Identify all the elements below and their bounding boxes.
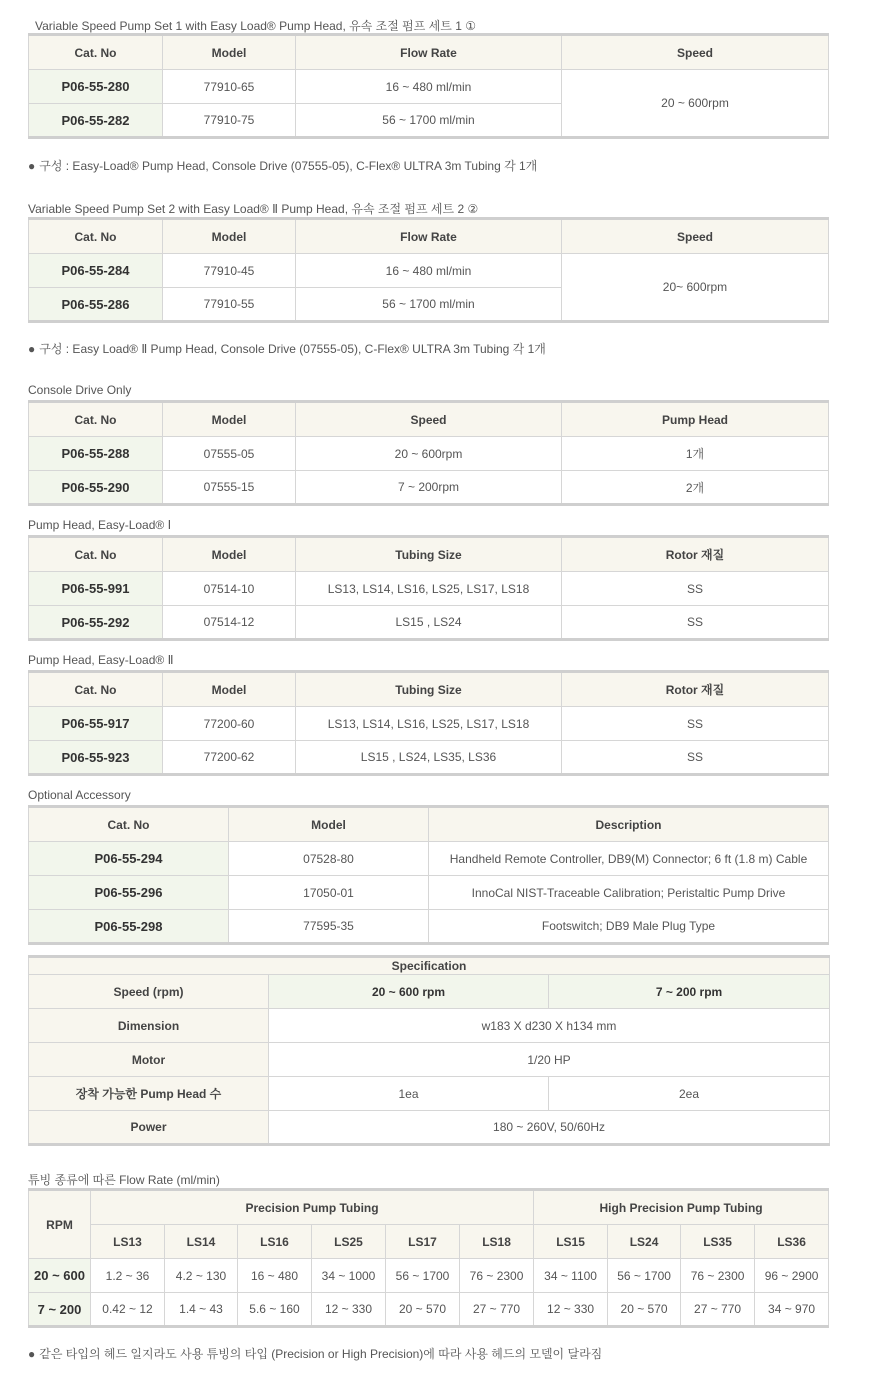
tubing-size: LS15 , LS24, LS35, LS36 — [296, 741, 562, 775]
model: 77910-75 — [163, 104, 296, 138]
flow-note-text: 같은 타입의 헤드 일지라도 사용 튜빙의 타입 (Precision or High Precision)에 따라 사용 헤드의 모델이 달라짐 — [39, 1347, 603, 1361]
head1-table — [28, 535, 829, 641]
flow-value: 34 ~ 1000 — [312, 1259, 386, 1293]
header-tube: LS18 — [460, 1225, 534, 1259]
header-tube: LS25 — [312, 1225, 386, 1259]
header-pump-head: Pump Head — [562, 402, 829, 437]
set1-note — [28, 157, 537, 174]
header-description: Description — [429, 807, 829, 842]
description: Handheld Remote Controller, DB9(M) Connector; 6 ft (1.8 m) Cable — [429, 842, 829, 876]
spec-power: 180 ~ 260V, 50/60Hz — [269, 1111, 830, 1145]
header-speed: Speed — [562, 35, 829, 70]
flow-value: 56 ~ 1700 — [386, 1259, 460, 1293]
flow-note — [28, 1345, 602, 1362]
flow-rate: 56 ~ 1700 ml/min — [296, 288, 562, 322]
flow-value: 16 ~ 480 — [238, 1259, 312, 1293]
header-rotor: Rotor 재질 — [562, 537, 829, 572]
rpm-value: 7 ~ 200 — [29, 1293, 91, 1327]
flow-rate: 16 ~ 480 ml/min — [296, 70, 562, 104]
set2-note — [28, 340, 546, 357]
spec-heads-a: 1ea — [269, 1077, 549, 1111]
header-model: Model — [229, 807, 429, 842]
flow-title: 튜빙 종류에 따른 Flow Rate (ml/min) — [28, 1173, 220, 1187]
header-tube: LS15 — [534, 1225, 608, 1259]
set1-title: Variable Speed Pump Set 1 with Easy Load® Pump Head, 유속 조절 펌프 세트 1 ① — [35, 19, 476, 33]
header-rpm: RPM — [29, 1190, 91, 1259]
model: 77595-35 — [229, 910, 429, 944]
spec-speed-a: 20 ~ 600 rpm — [269, 975, 549, 1009]
header-high-precision-tubing: High Precision Pump Tubing — [534, 1190, 829, 1225]
header-cat-no: Cat. No — [29, 537, 163, 572]
flow-value: 12 ~ 330 — [312, 1293, 386, 1327]
header-cat-no: Cat. No — [29, 219, 163, 254]
tubing-size: LS13, LS14, LS16, LS25, LS17, LS18 — [296, 707, 562, 741]
header-model: Model — [163, 672, 296, 707]
set1-table — [28, 33, 829, 139]
header-speed: Speed — [296, 402, 562, 437]
header-cat-no: Cat. No — [29, 807, 229, 842]
rotor: SS — [562, 606, 829, 640]
header-tubing-size: Tubing Size — [296, 672, 562, 707]
model: 07555-15 — [163, 471, 296, 505]
flow-value: 34 ~ 1100 — [534, 1259, 608, 1293]
rotor: SS — [562, 741, 829, 775]
header-tube: LS13 — [91, 1225, 165, 1259]
tubing-size: LS13, LS14, LS16, LS25, LS17, LS18 — [296, 572, 562, 606]
set2-note-text: 구성 : Easy Load® Ⅱ Pump Head, Console Drive (07555-05), C-Flex® ULTRA 3m Tubing 각 1개 — [39, 342, 546, 356]
cat-no: P06-55-298 — [29, 910, 229, 944]
console-table — [28, 400, 829, 506]
head2-table — [28, 670, 829, 776]
model: 77200-60 — [163, 707, 296, 741]
model: 77910-55 — [163, 288, 296, 322]
rotor: SS — [562, 707, 829, 741]
pump-head: 2개 — [562, 471, 829, 505]
bullet-icon: ● — [28, 159, 36, 173]
speed: 20 ~ 600rpm — [296, 437, 562, 471]
set2-title: Variable Speed Pump Set 2 with Easy Load® Ⅱ Pump Head, 유속 조절 펌프 세트 2 ② — [28, 202, 479, 216]
spec-dimension-label: Dimension — [29, 1009, 269, 1043]
flow-value: 34 ~ 970 — [755, 1293, 829, 1327]
cat-no: P06-55-917 — [29, 707, 163, 741]
flow-table — [28, 1188, 829, 1328]
rotor: SS — [562, 572, 829, 606]
speed: 20~ 600rpm — [562, 254, 829, 322]
speed: 20 ~ 600rpm — [562, 70, 829, 138]
cat-no: P06-55-294 — [29, 842, 229, 876]
flow-value: 1.4 ~ 43 — [165, 1293, 238, 1327]
model: 07514-12 — [163, 606, 296, 640]
header-tube: LS14 — [165, 1225, 238, 1259]
bullet-icon: ● — [28, 1347, 36, 1361]
header-cat-no: Cat. No — [29, 35, 163, 70]
model: 77910-65 — [163, 70, 296, 104]
cat-no: P06-55-923 — [29, 741, 163, 775]
header-model: Model — [163, 402, 296, 437]
pump-head: 1개 — [562, 437, 829, 471]
cat-no: P06-55-284 — [29, 254, 163, 288]
flow-rate: 16 ~ 480 ml/min — [296, 254, 562, 288]
flow-value: 0.42 ~ 12 — [91, 1293, 165, 1327]
spec-dimension: w183 X d230 X h134 mm — [269, 1009, 830, 1043]
accessory-title: Optional Accessory — [28, 788, 131, 802]
model: 17050-01 — [229, 876, 429, 910]
head1-title: Pump Head, Easy-Load® Ⅰ — [28, 518, 172, 532]
header-tube: LS35 — [681, 1225, 755, 1259]
cat-no: P06-55-290 — [29, 471, 163, 505]
model: 77200-62 — [163, 741, 296, 775]
header-flow-rate: Flow Rate — [296, 35, 562, 70]
flow-value: 20 ~ 570 — [386, 1293, 460, 1327]
rpm-value: 20 ~ 600 — [29, 1259, 91, 1293]
speed: 7 ~ 200rpm — [296, 471, 562, 505]
spec-speed-label: Speed (rpm) — [29, 975, 269, 1009]
model: 07514-10 — [163, 572, 296, 606]
spec-motor: 1/20 HP — [269, 1043, 830, 1077]
header-model: Model — [163, 537, 296, 572]
flow-value: 76 ~ 2300 — [460, 1259, 534, 1293]
description: Footswitch; DB9 Male Plug Type — [429, 910, 829, 944]
header-cat-no: Cat. No — [29, 402, 163, 437]
cat-no: P06-55-292 — [29, 606, 163, 640]
header-speed: Speed — [562, 219, 829, 254]
flow-value: 76 ~ 2300 — [681, 1259, 755, 1293]
spec-heads-b: 2ea — [549, 1077, 830, 1111]
cat-no: P06-55-286 — [29, 288, 163, 322]
header-model: Model — [163, 219, 296, 254]
cat-no: P06-55-296 — [29, 876, 229, 910]
model: 07555-05 — [163, 437, 296, 471]
spec-title: Specification — [29, 957, 830, 975]
cat-no: P06-55-280 — [29, 70, 163, 104]
flow-rate: 56 ~ 1700 ml/min — [296, 104, 562, 138]
flow-value: 5.6 ~ 160 — [238, 1293, 312, 1327]
flow-value: 12 ~ 330 — [534, 1293, 608, 1327]
spec-motor-label: Motor — [29, 1043, 269, 1077]
spec-power-label: Power — [29, 1111, 269, 1145]
set2-table — [28, 217, 829, 323]
header-model: Model — [163, 35, 296, 70]
flow-value: 4.2 ~ 130 — [165, 1259, 238, 1293]
spec-speed-b: 7 ~ 200 rpm — [549, 975, 830, 1009]
header-tube: LS17 — [386, 1225, 460, 1259]
flow-value: 96 ~ 2900 — [755, 1259, 829, 1293]
head2-title: Pump Head, Easy-Load® Ⅱ — [28, 653, 174, 667]
flow-value: 56 ~ 1700 — [608, 1259, 681, 1293]
cat-no: P06-55-282 — [29, 104, 163, 138]
set1-note-text: 구성 : Easy-Load® Pump Head, Console Drive (07555-05), C-Flex® ULTRA 3m Tubing 각 1개 — [39, 159, 538, 173]
header-tube: LS36 — [755, 1225, 829, 1259]
header-flow-rate: Flow Rate — [296, 219, 562, 254]
model: 77910-45 — [163, 254, 296, 288]
cat-no: P06-55-991 — [29, 572, 163, 606]
header-tube: LS24 — [608, 1225, 681, 1259]
header-tubing-size: Tubing Size — [296, 537, 562, 572]
spec-table — [28, 955, 830, 1146]
header-rotor: Rotor 재질 — [562, 672, 829, 707]
model: 07528-80 — [229, 842, 429, 876]
spec-heads-label: 장착 가능한 Pump Head 수 — [29, 1077, 269, 1111]
flow-value: 27 ~ 770 — [681, 1293, 755, 1327]
flow-value: 27 ~ 770 — [460, 1293, 534, 1327]
tubing-size: LS15 , LS24 — [296, 606, 562, 640]
description: InnoCal NIST-Traceable Calibration; Peristaltic Pump Drive — [429, 876, 829, 910]
header-precision-tubing: Precision Pump Tubing — [91, 1190, 534, 1225]
flow-value: 1.2 ~ 36 — [91, 1259, 165, 1293]
header-cat-no: Cat. No — [29, 672, 163, 707]
cat-no: P06-55-288 — [29, 437, 163, 471]
console-title: Console Drive Only — [28, 383, 132, 397]
flow-value: 20 ~ 570 — [608, 1293, 681, 1327]
accessory-table — [28, 805, 829, 945]
bullet-icon: ● — [28, 342, 36, 356]
header-tube: LS16 — [238, 1225, 312, 1259]
